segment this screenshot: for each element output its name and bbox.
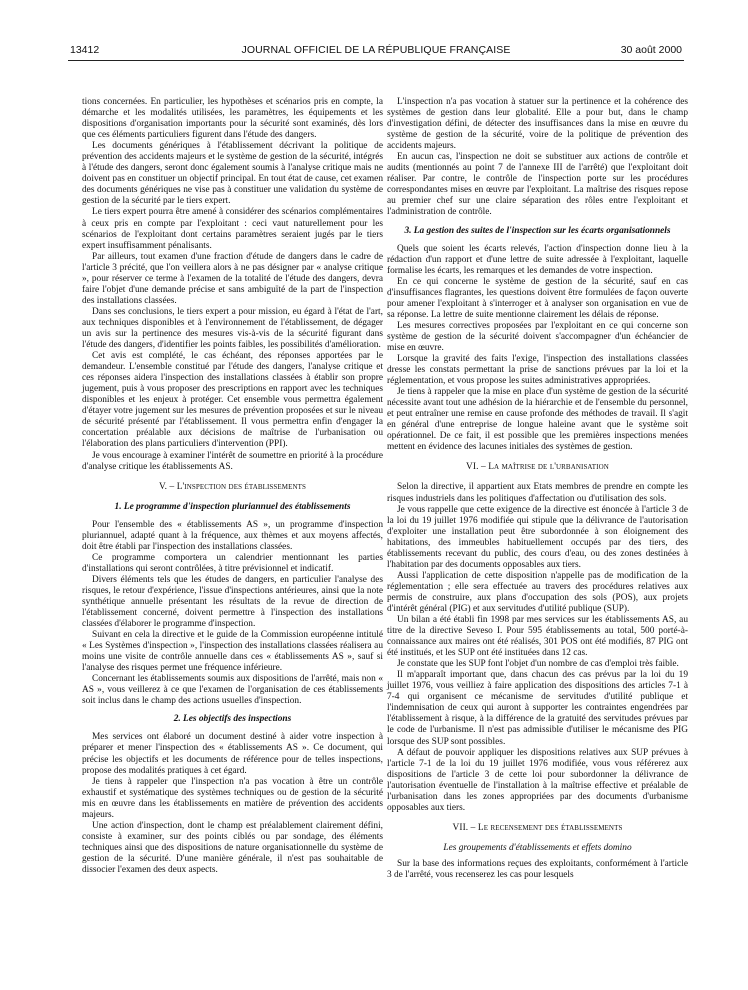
page-number: 13412 [70, 44, 100, 56]
paragraph: Je vous rappelle que cette exigence de la directive est énoncée à l'article 3 de la loi du 19 juillet 1976 modifiée qui stipule que la délivrance de l'autorisation d'exploiter une installation peut être subordonnée à son éloignement des habitations, des immeubles habituellement occupés par des tiers, des établissements recevant du public, des cours d'eau, ou des zones destinées à l'habitation par des documents opposables aux tiers. [387, 504, 688, 570]
paragraph: Divers éléments tels que les études de dangers, en particulier l'analyse des risques, le retour d'expérience, l'issue d'inspections antérieures, ainsi que la note synthétique annuelle présentant les résultats de la revue de direction de l'établissement concerné, doivent permettre à l'inspection des installations classées d'élaborer le programme d'inspection. [82, 574, 383, 630]
section-title: L'inspection des établissements [176, 481, 307, 492]
paragraph: Une action d'inspection, dont le champ est préalablement clairement défini, consiste à examiner, sur des points ciblés ou par sondage, des éléments techniques ainsi que des dispositions de nature organisationnelle du système de gestion de la sécurité. D'une manière générale, il n'est pas souhaitable de dissocier l'examen des deux aspects. [82, 820, 383, 875]
paragraph: Cet avis est complété, le cas échéant, des réponses apportées par le demandeur. L'ensemble constitué par l'étude des dangers, l'analyse critique et ces réponses aidera l'inspection des installations classées à établir son propre jugement, puis à vous proposer des prescriptions en rapport avec les techniques disponibles et les enjeux à protéger. Cet ensemble vous permettra également d'étayer votre jugement sur les mesures de prévention proposées et sur le niveau de sécurité présenté par l'établissement. Il vous permettra enfin d'engager la concertation préalable aux décisions de maîtrise de l'urbanisation ou l'élaboration des plans particuliers d'intervention (PPI). [82, 351, 383, 450]
page-header [70, 44, 682, 58]
issue-date: 30 août 2000 [620, 44, 682, 56]
paragraph: Lorsque la gravité des faits l'exige, l'inspection des installations classées dresse les constats permettant la prise de sanctions prévues par la loi et la réglementation, et vous propose les suites administratives appropriées. [387, 353, 688, 387]
header-rule [68, 60, 684, 61]
paragraph: Pour l'ensemble des « établissements AS », un programme d'inspection pluriannuel, adapté quant à la fréquence, aux thèmes et aux moyens affectés, doit être établi par l'inspection des installations classées. [82, 519, 383, 552]
subsection-heading: 2. Les objectifs des inspections [173, 714, 292, 725]
paragraph: Dans ses conclusions, le tiers expert a pour mission, eu égard à l'état de l'art, aux techniques disponibles et à l'environnement de l'établissement, de dégager un avis sur la pertinence des mesures vis-à-vis de la sécurité figurant dans l'étude des dangers, d'identifier les points faibles, les possibilités d'amélioration. [82, 306, 383, 351]
subsection-heading: 1. Le programme d'inspection pluriannuel des établissements [114, 501, 351, 512]
section-heading-v [82, 482, 383, 493]
paragraph: tions concernées. En particulier, les hypothèses et scénarios pris en compte, la démarche et les modalités utilisées, les paramètres, les équipements et les dispositions d'organisation importants pour la sécurité sont examinés, dès lors que ces éléments particuliers figurent dans l'étude des dangers. [82, 97, 383, 141]
section-heading-vii [387, 823, 688, 834]
subsection-heading: 3. La gestion des suites de l'inspection sur les écarts organisationnels [404, 225, 671, 236]
paragraph: En ce qui concerne le système de gestion de la sécurité, sauf en cas d'insuffisances flagrantes, les questions doivent être formulées de façon ouverte pour amener l'exploitant à s'interroger et à analyser son organisation en vue de sa réponse. La lettre de suite mentionne clairement les délais de réponse. [387, 276, 688, 320]
paragraph: Je constate que les SUP font l'objet d'un nombre de cas d'emploi très faible. [397, 659, 679, 670]
paragraph: Selon la directive, il appartient aux Etats membres de prendre en compte les risques industriels dans les politiques d'affectation ou d'utilisation des sols. [387, 482, 688, 504]
paragraph: Je tiens à rappeler que la mise en place d'un système de gestion de la sécurité nécessite avant tout une adhésion de la hiérarchie et de l'ensemble du personnel, et peut entraîner une remise en cause profonde des méthodes de travail. Il s'agit en général d'une entreprise de longue haleine avant que le système soit opérationnel. De ce fait, il est possible que les premières inspections menées mettent en évidence des lacunes initiales des systèmes de gestion. [387, 387, 688, 453]
section-number: VII. – [452, 822, 476, 833]
paragraph: Suivant en cela la directive et le guide de la Commission européenne intitulé « Les Systèmes d'inspection », l'inspection des installations classées réalisera au moins une visite de contrôle annuelle dans ces « établissements AS », sauf si l'analyse des risques permet une fréquence inférieure. [82, 630, 383, 674]
paragraph: Je vous encourage à examiner l'intérêt de soumettre en priorité à la procédure d'analyse critique les établissements AS. [82, 450, 383, 472]
right-column [387, 97, 688, 881]
paragraph: A défaut de pouvoir appliquer les dispositions relatives aux SUP prévues à l'article 7-1 de la loi du 19 juillet 1976 modifiée, vous vous référerez aux dispositions de l'article 3 de cette loi pour subordonner la délivrance de l'autorisation éventuelle de l'installation à la maîtrise effective et préalable de l'urbanisation dans les zones appropriées par des documents d'urbanisme opposables aux tiers. [387, 747, 688, 813]
journal-title: JOURNAL OFFICIEL DE LA RÉPUBLIQUE FRANÇAISE [241, 44, 511, 56]
paragraph: En aucun cas, l'inspection ne doit se substituer aux actions de contrôle et audits (mentionnés au point 7 de l'annexe III de l'arrêté) que l'exploitant doit réaliser. Par contre, le contrôle de l'inspection porte sur les procédures correspondantes mises en œuvre par l'exploitant. La maîtrise des risques repose au premier chef sur une claire séparation des rôles entre l'exploitant et l'administration de contrôle. [387, 152, 688, 218]
paragraph: Sur la base des informations reçues des exploitants, conformément à l'article 3 de l'arrêté, vous recenserez les cas pour lesquels [387, 858, 688, 880]
left-column [82, 97, 383, 876]
paragraph: Mes services ont élaboré un document destiné à aider votre inspection à préparer et mener l'inspection des « établissements AS ». Ce document, qui précise les objectifs et les documents de référence pour de telles inspections, propose des modalités pratiques à cet égard. [82, 732, 383, 776]
paragraph: Ce programme comportera un calendrier mentionnant les parties d'installations qui seront contrôlées, à titre prévisionnel et indicatif. [82, 552, 383, 574]
paragraph: Aussi l'application de cette disposition n'appelle pas de modification de la réglementation ; elle sera effectuée au travers des procédures relatives aux permis de construire, aux plans d'occupation des sols (POS), aux projets d'intérêt général (PIG) et aux servitudes d'utilité publique (SUP). [387, 570, 688, 614]
paragraph: L'inspection n'a pas vocation à statuer sur la pertinence et la cohérence des systèmes de gestion dans leur globalité. Elle a pour but, dans le champ d'investigation défini, de détecter des insuffisances dans la mise en œuvre du système de gestion de la sécurité, voire de la politique de prévention des accidents majeurs. [387, 97, 688, 152]
section-heading-vi [387, 462, 688, 473]
section-title: La maîtrise de l'urbanisation [488, 462, 609, 473]
paragraph: Je tiens à rappeler que l'inspection n'a pas vocation à être un contrôle exhaustif et systématique des systèmes techniques ou de gestion de la sécurité mis en œuvre dans les établissements en matière de prévention des accidents majeurs. [82, 776, 383, 820]
paragraph: Un bilan a été établi fin 1998 par mes services sur les établissements AS, au titre de la directive Seveso I. Pour 595 établissements au total, 500 porté-à-connaissance aux maires ont été réalisés, 301 POS ont été modifiés, 87 PIG ont été institués, et les SUP ont été instituées dans 12 cas. [387, 615, 688, 659]
section-number: V. – [158, 481, 175, 492]
subsection-heading: Les groupements d'établissements et effets domino [443, 842, 632, 853]
paragraph: Le tiers expert pourra être amené à considérer des scénarios complémentaires à ceux pris en compte par l'exploitant : ceci vaut naturellement pour les scénarios de l'exploitant dont certains paramètres seraient jugés par le tiers expert insuffisamment pénalisants. [82, 207, 383, 251]
section-title: Le recensement des établissements [477, 822, 623, 833]
paragraph: Par ailleurs, tout examen d'une fraction d'étude de dangers dans le cadre de l'article 3 précité, que l'on veillera alors à ne pas désigner par « analyse critique », pour réserver ce terme à l'examen de la totalité de l'étude des dangers, devra faire l'objet d'une demande précise et sans ambiguïté de la part de l'inspection des installations classées. [82, 251, 383, 306]
paragraph: Quels que soient les écarts relevés, l'action d'inspection donne lieu à la rédaction d'un rapport et d'une lettre de suite adressée à l'exploitant, laquelle formalise les écarts, les remarques et les demandes de votre inspection. [387, 243, 688, 276]
paragraph: Les documents génériques à l'établissement décrivant la politique de prévention des accidents majeurs et le système de gestion de la sécurité, intégrés à l'étude des dangers, seront donc également soumis à l'analyse critique mais ne doivent pas en constituer un objectif principal. En tout état de cause, cet examen des documents génériques ne vise pas à constituer une validation du système de gestion de la sécurité par le tiers expert. [82, 141, 383, 207]
paragraph: Les mesures correctives proposées par l'exploitant en ce qui concerne son système de gestion de la sécurité doivent s'accompagner d'un échéancier de mise en œuvre. [387, 320, 688, 353]
section-number: VI. – [466, 462, 486, 473]
paragraph: Concernant les établissements soumis aux dispositions de l'arrêté, mais non « AS », vous veillerez à ce que l'examen de l'organisation de ces établissements soit inclus dans le champ des actions usuelles d'inspection. [82, 674, 383, 707]
paragraph: Il m'apparaît important que, dans chacun des cas prévus par la loi du 19 juillet 1976, vous veilliez à faire application des dispositions des articles 7-1 à 7-4 qui organisent ce mécanisme de servitudes d'utilité publique et l'indemnisation de ceux qui auront à supporter les contraintes engendrées par l'établissement à risque, à la différence de la gratuité des servitudes prévues par le code de l'urbanisme. Il n'est pas admissible d'utiliser le mécanisme des PIG lorsque des SUP sont possibles. [387, 670, 688, 747]
